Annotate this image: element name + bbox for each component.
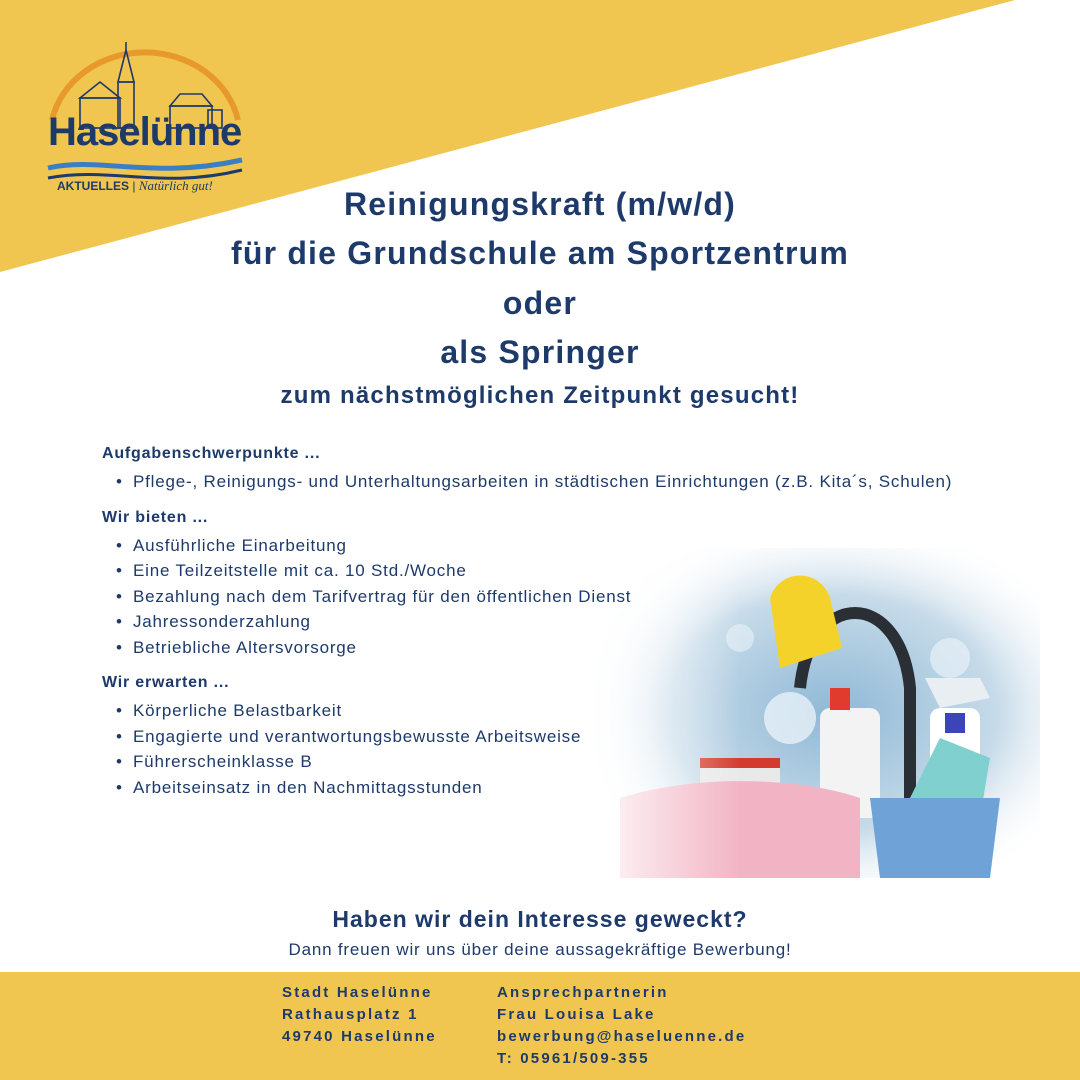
section-offers — [102, 509, 962, 661]
footer-contact — [497, 982, 746, 1070]
job-details — [102, 445, 962, 814]
list-item: • Körperliche Belastbarkeit — [102, 698, 962, 724]
offers-list — [102, 533, 962, 661]
footer-address — [282, 982, 437, 1048]
list-item: • Arbeitseinsatz in den Nachmittagsstunden — [102, 775, 962, 801]
footer-contact-bar — [0, 972, 1080, 1080]
section-title-tasks: Aufgabenschwerpunkte ... — [102, 445, 321, 462]
address-line: Rathausplatz 1 — [282, 1006, 419, 1023]
headline-or: oder — [502, 285, 578, 321]
cta-title: Haben wir dein Interesse geweckt? — [332, 906, 748, 932]
address-line: Stadt Haselünne — [282, 984, 433, 1001]
section-tasks — [102, 445, 962, 495]
headline-location: für die Grundschule am Sportzentrum — [230, 235, 850, 271]
contact-label: Ansprechpartnerin — [497, 984, 669, 1001]
list-item: • Eine Teilzeitstelle mit ca. 10 Std./Woche — [102, 558, 962, 584]
list-item: • Ausführliche Einarbeitung — [102, 533, 962, 559]
contact-email-link[interactable]: bewerbung@haseluenne.de — [497, 1028, 747, 1045]
headline-springer: als Springer — [440, 334, 640, 370]
list-item: • Bezahlung nach dem Tarifvertrag für den öffentlichen Dienst — [102, 584, 962, 610]
headline-subtitle: zum nächstmöglichen Zeitpunkt gesucht! — [280, 382, 800, 409]
tasks-list — [102, 469, 962, 495]
address-line: 49740 Haselünne — [282, 1028, 437, 1045]
expectations-list — [102, 698, 962, 800]
logo-tagline-italic: Natürlich gut! — [138, 178, 213, 193]
section-title-offers: Wir bieten ... — [102, 508, 209, 526]
section-expectations — [102, 674, 962, 800]
list-item: • Führerscheinklasse B — [102, 749, 962, 775]
logo-wordmark: Haselünne — [48, 110, 242, 154]
contact-phone: T: 05961/509-355 — [497, 1050, 650, 1067]
list-item: • Engagierte und verantwortungsbewusste Arbeitsweise — [102, 724, 962, 750]
list-item: • Pflege-, Reinigungs- und Unterhaltungsarbeiten in städtischen Einrichtungen (z.B. Kita´s, Schulen) — [102, 469, 962, 495]
cta-subtitle: Dann freuen wir uns über deine aussagekräftige Bewerbung! — [288, 940, 792, 959]
list-item: • Betriebliche Altersvorsorge — [102, 635, 962, 661]
headline-job-title: Reinigungskraft (m/w/d) — [343, 186, 737, 222]
logo-tagline-separator: | — [132, 179, 136, 193]
list-item: • Jahressonderzahlung — [102, 609, 962, 635]
contact-person: Frau Louisa Lake — [497, 1006, 656, 1023]
logo-tagline-bold: AKTUELLES — [57, 179, 129, 193]
section-title-expectations: Wir erwarten ... — [102, 674, 230, 691]
